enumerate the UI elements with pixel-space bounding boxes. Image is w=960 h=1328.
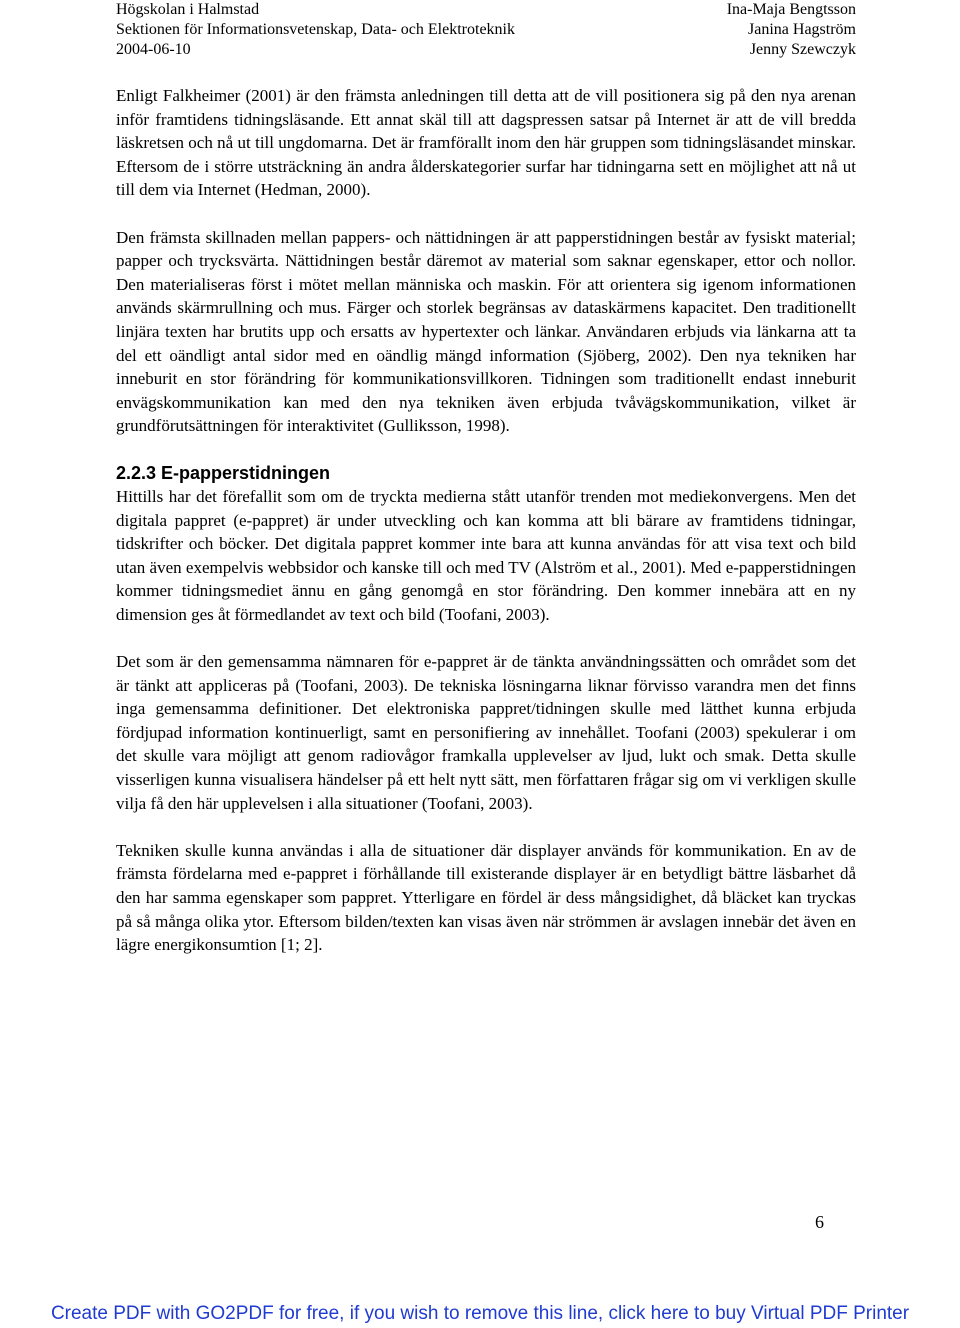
header-author-3: Jenny Szewczyk xyxy=(749,41,856,58)
header-date: 2004-06-10 xyxy=(116,41,191,58)
paragraph: Den främsta skillnaden mellan pappers- och nättidningen är att papperstidningen består av fysiskt material; papper och trycksvärta. Nättidningen består däremot av material som saknar egenskaper, ettor och nollor. Den materialiseras först i mötet mellan människa och maskin. För att orientera sig igenom informationen används skärmrullning och mus. Färger och storlek begränsas av dataskärmens kapacitet. Den traditionellt linjära texten har brutits upp och ersatts av hypertexter och länkar. Användaren erbjuds via länkarna att ta del ett oändligt antal sidor med en oändlig mängd information (Sjöberg, 2002). Den nya tekniken har inneburit en stor förändring för kommunikationsvillkoren. Tidningen som traditionellt endast inneburit envägskommunikation kan med den nya tekniken även erbjuda tvåvägskommunikation, vilket är grundförutsättningen för interaktivitet (Gulliksson, 1998). xyxy=(116,227,856,436)
header-department: Sektionen för Informationsvetenskap, Data- och Elektroteknik xyxy=(116,21,515,38)
paragraph: Tekniken skulle kunna användas i alla de situationer där displayer används för kommunikation. En av de främsta fördelarna med e-pappret i förhållande till existerande displayer är en betydligt bättre läsbarhet då den har samma egenskaper som pappret. Ytterligare en fördel är dess mångsidighet, då bläcket kan tryckas på så många olika ytor. Eftersom bilden/texten kan visas även när strömmen är avslagen innebär det även en lägre energikonsumtion [1; 2]. xyxy=(116,840,856,955)
paragraph: Det som är den gemensamma nämnaren för e-pappret är de tänkta användningssätten och området som det är tänkt att appliceras på (Toofani, 2003). De tekniska lösningarna liknar förvisso varandra men det finns inga gemensamma definitioner. Det elektroniska pappret/tidningen skulle med lätthet kunna erbjuda fördjupad information kontinuerligt, samt en personifiering av innehållet. Toofani (2003) spekulerar i om det skulle vara möjligt att genom radiovågor framkalla upplevelser av ljud, lukt och smak. Detta skulle visserligen kunna visualisera händelser på ett helt nytt sätt, men författaren frågar sig om vi verkligen skulle vilja få den här upplevelsen i alla situationer (Toofani, 2003). xyxy=(116,652,856,813)
header-author-1: Ina-Maja Bengtsson xyxy=(726,1,856,18)
header-university: Högskolan i Halmstad xyxy=(116,1,260,18)
section-heading: 2.2.3 E-papperstidningen xyxy=(116,462,331,483)
header-author-2: Janina Hagström xyxy=(748,21,856,38)
page-number: 6 xyxy=(815,1212,824,1232)
document-body xyxy=(116,84,856,957)
pdf-creator-banner-link[interactable]: Create PDF with GO2PDF for free, if you wish to remove this line, click here to buy Virtual PDF Printer xyxy=(50,1303,910,1324)
paragraph: Enligt Falkheimer (2001) är den främsta anledningen till detta att de vill positionera sig på den nya arenan inför framtidens tidningsläsande. Ett annat skäl till att dagspressen satsar på Internet är att de vill bredda läskretsen och nå ut till ungdomarna. Det är framförallt inom den här gruppen som tidningsläsandet minskar. Eftersom de i större utsträckning än andra ålderskategorier surfar har tidningarna sett en möjlighet att nå ut till dem via Internet (Hedman, 2000). xyxy=(116,86,856,200)
page-header xyxy=(0,0,960,60)
paragraph: Hittills har det förefallit som om de tryckta medierna stått utanför trenden mot mediekonvergens. Men det digitala pappret (e-pappret) är under utveckling och kan komma att bli bärare av framtidens tidningar, tidskrifter och böcker. Det digitala pappret kommer inte bara att kunna användas för att visa text och bild utan även exempelvis webbsidor och kanske till och med TV (Alström et al., 2001). Med e-papperstidningen kommer tidningsmediet ännu en gång genomgå en stor förändring. Den kommer innebära att en ny dimension ges åt förmedlandet av text och bild (Toofani, 2003). xyxy=(116,486,856,624)
